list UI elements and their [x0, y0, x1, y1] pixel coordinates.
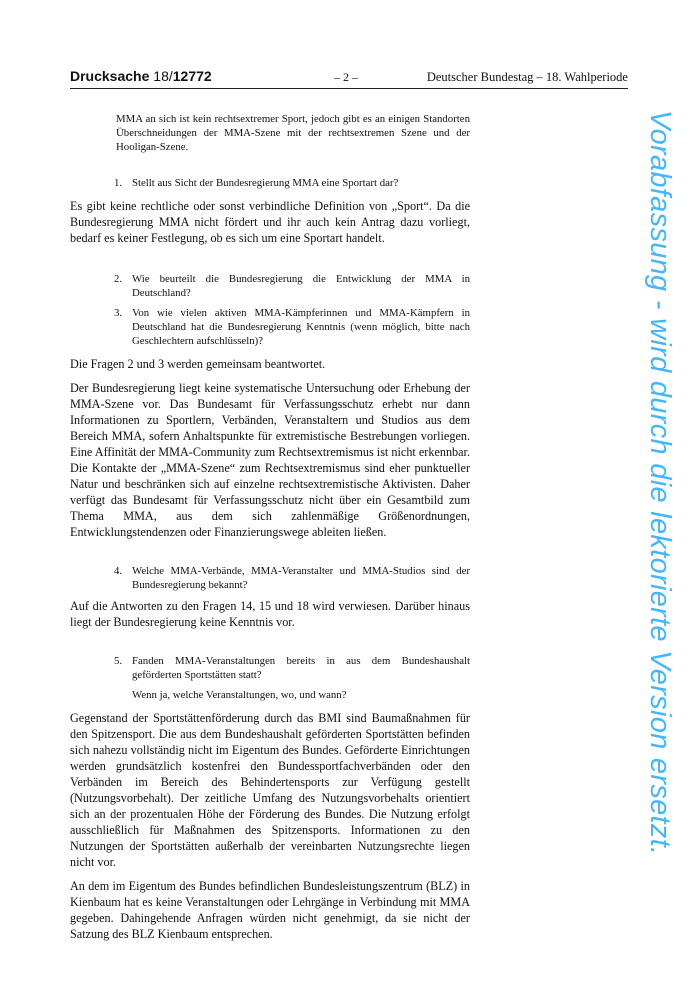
question-number: 5.: [114, 655, 123, 667]
answer-4: Auf die Antworten zu den Fragen 14, 15 und 18 wird verwiesen. Darüber hinaus liegt der Bundesregierung keine Kenntnis vor.: [70, 599, 470, 629]
doc-label: Drucksache: [70, 68, 150, 84]
intro-question-text: MMA an sich ist kein rechtsextremer Sport, jedoch gibt es an einigen Standorten Überschneidungen der MMA-Szene mit der rechtsextremen Szene und der Hooligan-Szene.: [116, 113, 470, 153]
question-1: [114, 176, 470, 190]
question-text: Von wie vielen aktiven MMA-Kämpferinnen und MMA-Kämpfern in Deutschland hat die Bundesregierung Kenntnis (wenn möglich, bitte nach Geschlechtern aufschlüsseln)?: [132, 307, 470, 347]
question-text: Stellt aus Sicht der Bundesregierung MMA eine Sportart dar?: [132, 177, 399, 189]
answer-1: Es gibt keine rechtliche oder sonst verbindliche Definition von „Sport“. Da die Bundesregierung MMA nicht fördert und ihr auch kein Antrag dazu vorliegt, bedarf es keiner Festlegung, ob es sich um eine Sportart handelt.: [70, 199, 470, 245]
page-header: [70, 66, 628, 89]
answer-5-paragraph-1: Gegenstand der Sportstättenförderung durch das BMI sind Baumaßnahmen für den Spitzensport. Die aus dem Bundeshaushalt geförderten Sportstätten befinden sich nahezu vollständig nicht im Eigentum des Bundes. Geförderte Einrichtungen werden grundsätzlich kostenfrei den Bundessportfachverbänden oder den Verbänden im Bereich des Behindertensports zur Verfügung gestellt (Nutzungsvorbehalt). Der zeitliche Umfang des Nutzungsvorbehalts orientiert sich an der prozentualen Höhe der Förderung des Bundes. Die Nutzung erfolgt ausschließlich für Maßnahmen des Spitzensports. Informationen zu den Nutzungen der Sportstätten außerhalb der vereinbarten Nutzungsrechte liegen nicht vor.: [70, 711, 470, 869]
question-number: 1.: [114, 177, 123, 189]
draft-watermark: Vorabfassung - wird durch die lektorierte Version ersetzt.: [644, 110, 676, 856]
publisher: Deutscher Bundestag – 18. Wahlperiode: [426, 70, 628, 84]
document-body: [70, 112, 470, 942]
question-2: [114, 272, 470, 300]
question-text: Fanden MMA-Veranstaltungen bereits in aus dem Bundeshaushalt geförderten Sportstätten statt?: [132, 655, 470, 681]
question-4: [114, 564, 470, 592]
question-5: [114, 654, 470, 682]
question-text: Welche MMA-Verbände, MMA-Veranstalter und MMA-Studios sind der Bundesregierung bekannt?: [132, 565, 470, 591]
answer-5-paragraph-2: An dem im Eigentum des Bundes befindlichen Bundesleistungszentrum (BLZ) in Kienbaum hat es keine Veranstaltungen oder Lehrgänge in Verbindung mit MMA gegeben. Dahingehende Anfragen würden nicht genehmigt, da sie nicht der Satzung des BLZ Kienbaum entsprechen.: [70, 879, 470, 941]
question-3: [114, 306, 470, 348]
doc-number: 12772: [172, 68, 212, 84]
question-number: 2.: [114, 273, 123, 285]
question-number: 4.: [114, 565, 123, 577]
question-text: Wie beurteilt die Bundesregierung die Entwicklung der MMA in Deutschland?: [132, 273, 470, 299]
answer-2-3-intro: Die Fragen 2 und 3 werden gemeinsam beantwortet.: [70, 357, 326, 371]
question-number: 3.: [114, 307, 123, 319]
document-number: [70, 68, 212, 84]
page-number: – 2 –: [334, 70, 358, 84]
doc-number-prefix: 18/: [153, 68, 173, 84]
answer-2-3: Der Bundesregierung liegt keine systematische Untersuchung oder Erhebung der MMA-Szene vor. Das Bundesamt für Verfassungsschutz erhebt nur dann Informationen zu Sportlern, Verbänden, Veranstaltern und Studios aus dem Bereich MMA, sofern Anhaltspunkte für extremistische Bestrebungen vorliegen. Eine Affinität der MMA-Community zum Rechtsextremismus ist nicht erkennbar. Die Kontakte der „MMA-Szene“ zum Rechtsextremismus sind eher punktueller Natur und beschränken sich auf einzelne rechtsextremistische Aktivisten. Daher verfügt das Bundesamt für Verfassungsschutz nicht über ein Gesamtbild zum Thema MMA, aus dem sich zahlenmäßige Größenordnungen, Entwicklungstendenzen oder Finanzierungswege ableiten ließen.: [70, 381, 470, 539]
question-5-subquestion: Wenn ja, welche Veranstaltungen, wo, und wann?: [132, 689, 347, 701]
